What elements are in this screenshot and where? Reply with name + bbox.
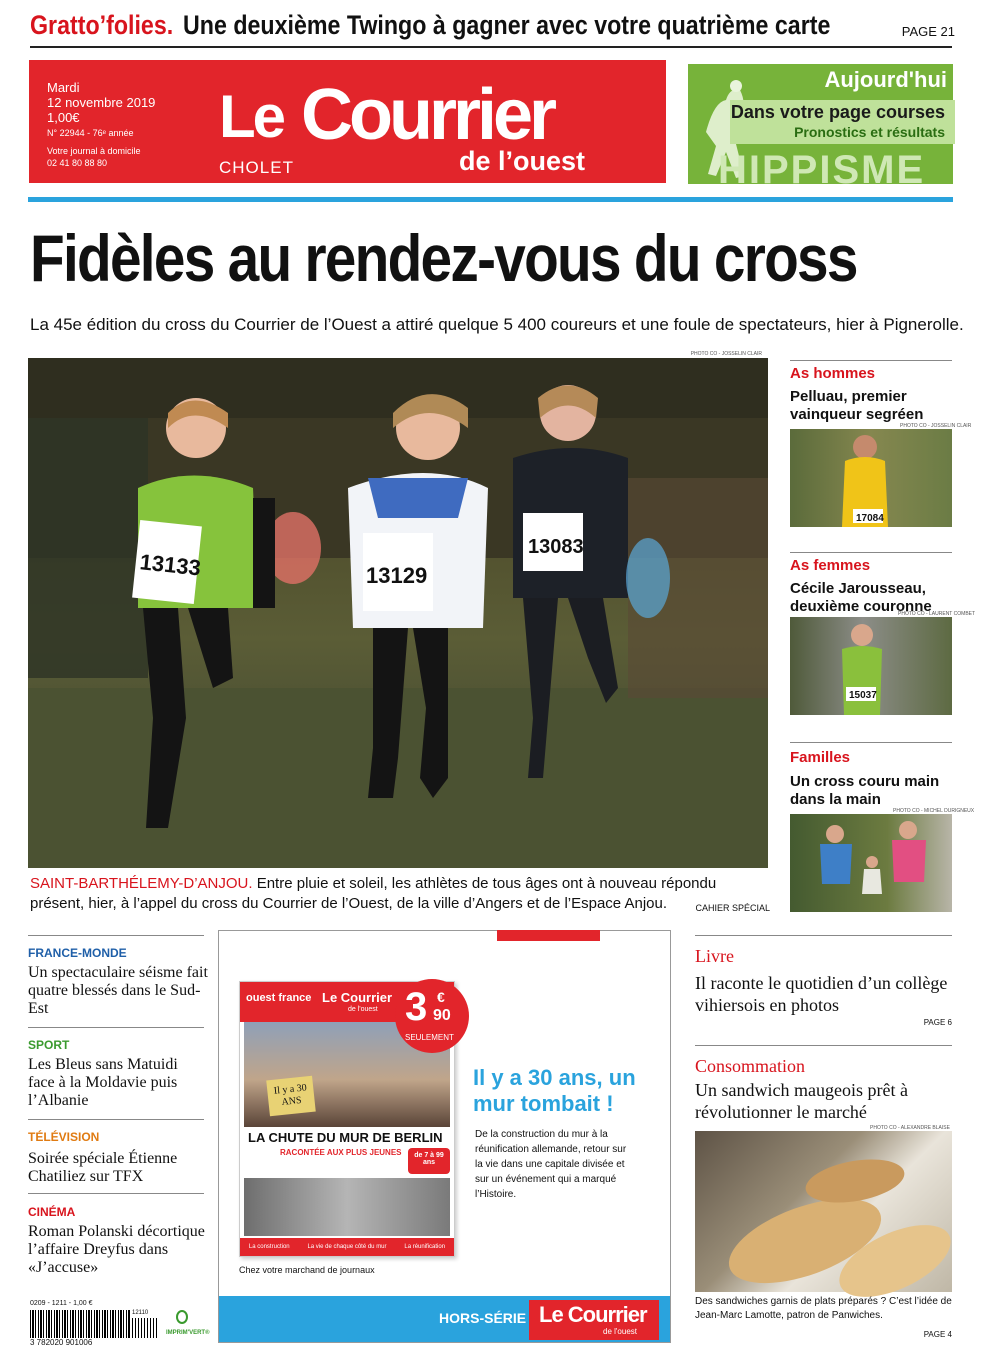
- france-monde-text[interactable]: Un spectaculaire séisme fait quatre blessés dans le Sud-Est: [28, 964, 208, 1017]
- cover-tag: La réunification: [404, 1244, 446, 1250]
- cover-ouest-france: ouest france: [246, 992, 312, 1004]
- barcode-top: 0209 - 1211 - 1,00 €: [30, 1300, 93, 1307]
- left-col-rule: [28, 1119, 204, 1120]
- cover-logo: Le Courrier: [322, 990, 393, 1005]
- masthead: [29, 60, 666, 183]
- ad-price-badge: [395, 979, 469, 1053]
- delivery-phone: 02 41 80 88 80: [47, 158, 108, 168]
- price-cents: 90: [433, 1007, 451, 1024]
- edition-city: CHOLET: [219, 158, 294, 177]
- hippisme-title: HIPPISME: [718, 148, 926, 192]
- cover-age: de 7 à 99 ans: [408, 1148, 450, 1174]
- as-femmes-title[interactable]: As femmes: [790, 557, 871, 574]
- as-hommes-head[interactable]: Pelluau, premier vainqueur segréen: [790, 388, 924, 423]
- livre-page: PAGE 6: [923, 1018, 952, 1027]
- cover-tag: La construction: [248, 1244, 290, 1250]
- consommation-credit: PHOTO CO - ALEXANDRE BLAISE: [870, 1125, 950, 1131]
- runner-man-illustration: [790, 429, 952, 527]
- hippisme-line2: Pronostics et résultats: [794, 124, 945, 140]
- as-femmes-credit: PHOTO CO - LAURENT COMBET: [898, 611, 976, 617]
- right-col-rule: [790, 552, 952, 553]
- ad-headline: Il y a 30 ans, un mur tombait !: [473, 1065, 636, 1116]
- imprim-vert-icon: [176, 1310, 188, 1324]
- cinema-text[interactable]: Roman Polanski décortique l’affaire Dreyfus dans «J’accuse»: [28, 1223, 205, 1276]
- hippisme-line1: Dans votre page courses: [730, 102, 945, 122]
- ad-red-bar: [497, 930, 600, 941]
- promo-text: Une deuxième Twingo à gagner avec votre quatrième carte: [182, 10, 831, 40]
- as-hommes-photo[interactable]: [790, 429, 952, 527]
- france-monde-cat: FRANCE-MONDE: [28, 946, 127, 960]
- main-photo-credit: PHOTO CO - JOSSELIN CLAIR: [690, 351, 762, 357]
- right-col-rule: [790, 742, 952, 743]
- as-hommes-title[interactable]: As hommes: [790, 365, 876, 382]
- livre-text[interactable]: Il raconte le quotidien d’un collège vihiersois en photos: [695, 973, 948, 1015]
- hippisme-today: Aujourd'hui: [824, 67, 947, 92]
- right-bottom-rule: [695, 935, 952, 936]
- cover-tags: [240, 1238, 454, 1256]
- familles-title[interactable]: Familles: [790, 749, 851, 766]
- sport-text[interactable]: Les Bleus sans Matuidi face à la Moldavie puis l’Albanie: [28, 1056, 178, 1109]
- top-promo-banner[interactable]: [30, 10, 955, 46]
- television-text[interactable]: Soirée spéciale Étienne Chatiliez sur TFX: [28, 1150, 178, 1185]
- main-headline[interactable]: Fidèles au rendez-vous du cross: [30, 221, 857, 295]
- runners-illustration: [28, 358, 768, 868]
- ad-blue-footer: [219, 1296, 670, 1342]
- cover-title: LA CHUTE DU MUR DE BERLIN: [248, 1130, 443, 1145]
- price-euros: 3: [405, 985, 428, 1029]
- ad-logo: Le Courrier: [539, 1302, 647, 1327]
- cover-bw-photo: [244, 1178, 450, 1236]
- ad-logo-box: [529, 1300, 659, 1340]
- main-photo[interactable]: [28, 351, 768, 868]
- top-divider: [30, 46, 952, 48]
- logo-ouest: de l’ouest: [459, 146, 586, 176]
- right-bottom-rule: [695, 1045, 952, 1046]
- familles-credit: PHOTO CO - MICHEL DURIGNEUX: [893, 808, 975, 814]
- price-note: SEULEMENT: [405, 1033, 454, 1042]
- left-col-rule: [28, 1193, 204, 1194]
- barcode-addon: 12110: [132, 1310, 149, 1316]
- sandwich-illustration: [695, 1131, 952, 1292]
- main-photo-caption: [30, 874, 770, 914]
- sandwich-page: PAGE 4: [923, 1330, 952, 1339]
- imprim-vert-label: IMPRIM'VERT®: [166, 1330, 210, 1336]
- left-col-rule: [28, 935, 204, 936]
- television-cat: TÉLÉVISION: [28, 1130, 100, 1144]
- logo-le: Le: [219, 83, 284, 150]
- header-blue-rule: [28, 197, 953, 202]
- issue-price: 1,00€: [47, 110, 80, 125]
- family-runners-illustration: [790, 814, 952, 912]
- cinema-cat: CINÉMA: [28, 1205, 76, 1219]
- as-femmes-photo[interactable]: [790, 617, 952, 715]
- hors-serie-ad[interactable]: [218, 930, 671, 1343]
- cover-stamp: Il y a 30 ANS: [266, 1076, 316, 1117]
- familles-head[interactable]: Un cross couru main dans la main: [790, 773, 940, 808]
- left-col-rule: [28, 1027, 204, 1028]
- caption-text: Entre pluie et soleil, les athlètes de tous âges ont à nouveau répondu présent, hier, à l’appel du cross du Courrier de l’Ouest, de la ville d’Angers et de l’Espace Anjou.: [30, 875, 717, 912]
- as-hommes-bib: 17084: [856, 513, 884, 524]
- price-euro-sign: €: [437, 989, 445, 1005]
- consommation-text[interactable]: Un sandwich maugeois prêt à révolutionner le marché: [695, 1080, 908, 1122]
- issue-day: Mardi: [47, 80, 80, 95]
- bib-2: 13129: [366, 563, 428, 588]
- caption-place: SAINT-BARTHÉLEMY-D’ANJOU.: [30, 875, 253, 892]
- sandwich-caption: Des sandwiches garnis de plats préparés ? C’est l’idée de Jean-Marc Lamotte, patron de Panwiches.: [695, 1296, 952, 1321]
- familles-photo[interactable]: [790, 814, 952, 912]
- as-hommes-credit: PHOTO CO - JOSSELIN CLAIR: [900, 423, 972, 429]
- barcode-number: 3 782020 901006: [30, 1338, 93, 1347]
- promo-page: PAGE 21: [901, 24, 955, 39]
- main-subhead: La 45e édition du cross du Courrier de l’Ouest a attiré quelque 5 400 coureurs et une foule de spectateurs, hier à Pignerolle.: [30, 315, 964, 334]
- logo-courrier: Courrier: [301, 75, 554, 155]
- as-femmes-bib: 15037: [849, 690, 877, 701]
- right-col-rule: [790, 360, 952, 361]
- ad-logo-sub: de l'ouest: [603, 1327, 637, 1336]
- barcode-bars: [30, 1310, 130, 1338]
- issue-number: N° 22944 - 76ᵉ année: [47, 128, 134, 138]
- bib-1: 13133: [138, 549, 203, 581]
- ad-footer: Chez votre marchand de journaux: [239, 1265, 375, 1275]
- cover-logo-sub: de l'ouest: [348, 1006, 378, 1013]
- caption-cahier: CAHIER SPÉCIAL: [695, 903, 770, 913]
- barcode-addon-bars: [132, 1318, 158, 1338]
- barcode: [30, 1300, 149, 1348]
- promo-brand: Gratto’folies.: [30, 10, 174, 40]
- bib-3: 13083: [528, 536, 584, 558]
- cover-tag: La vie de chaque côté du mur: [307, 1244, 387, 1250]
- as-femmes-head[interactable]: Cécile Jarousseau, deuxième couronne: [790, 580, 932, 615]
- hippisme-teaser[interactable]: [688, 64, 953, 192]
- consommation-cat: Consommation: [695, 1056, 806, 1076]
- runner-woman-illustration: [790, 617, 952, 715]
- issue-date: 12 novembre 2019: [47, 95, 156, 110]
- ad-body: De la construction du mur à la réunification allemande, retour sur la vie dans une capitale divisée et sur un événement qui a marqué l’Histoire.: [475, 1129, 627, 1200]
- ad-hors-serie: HORS-SÉRIE: [439, 1310, 527, 1326]
- livre-cat: Livre: [695, 946, 734, 966]
- masthead-meta: [47, 80, 155, 169]
- cover-subtitle: RACONTÉE AUX PLUS JEUNES: [280, 1148, 402, 1157]
- sandwich-photo[interactable]: [695, 1131, 952, 1292]
- delivery-label: Votre journal à domicile: [47, 146, 141, 156]
- sport-cat: SPORT: [28, 1038, 70, 1052]
